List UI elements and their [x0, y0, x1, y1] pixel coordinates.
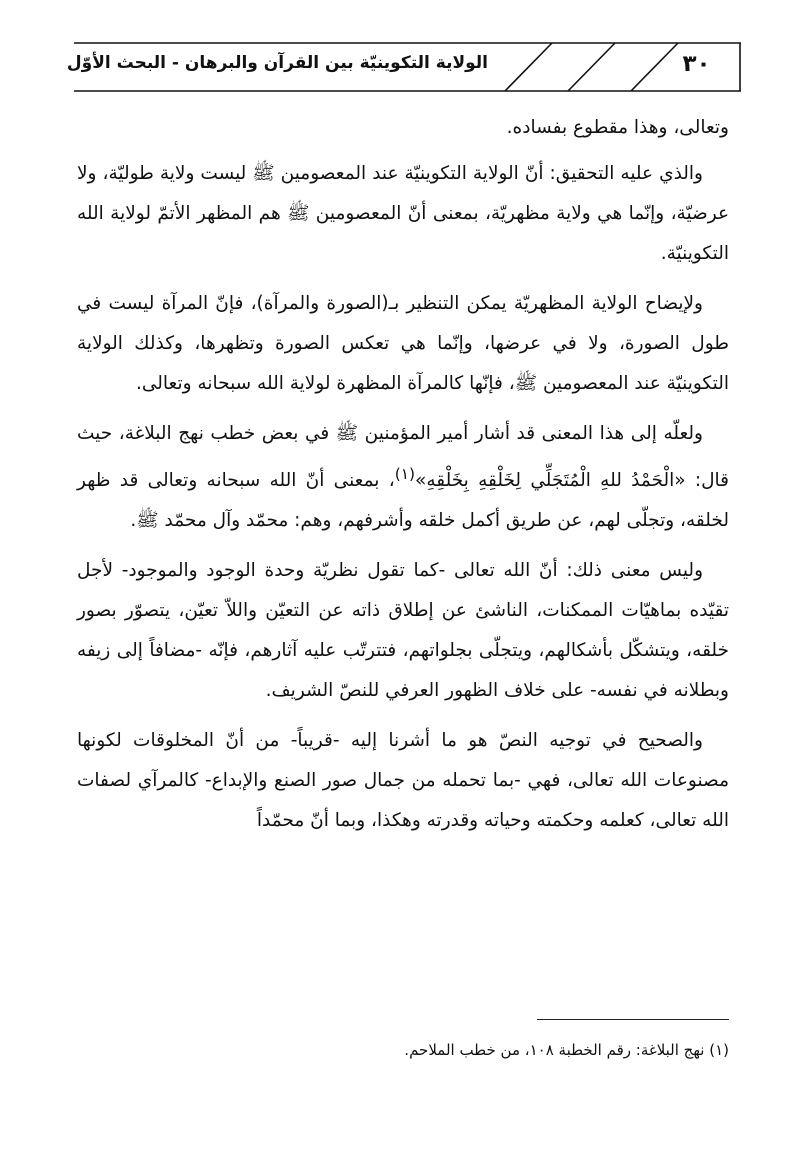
paragraph: ولإيضاح الولاية المظهريّة يمكن التنظير بـ(الصورة والمرآة)، فإنّ المرآة ليست في طول الصورة، ولا في عرضها، وإنّما هي تعكس الصورة وتظهرها، وكذلك الولاية التكوينيّة عند المعصومين ﷺ، فإنّها كالمرآة المظهرة لولاية الله سبحانه وتعالى.: [77, 293, 729, 394]
paragraph: والصحيح في توجيه النصّ هو ما أشرنا إليه -قريباً- من أنّ المخلوقات لكونها مصنوعات الله تعالى، فهي -بما تحمله من جمال صور الصنع والإبداع- كالمرآي لصفات الله تعالى، كعلمه وحكمته وحياته وقدرته وهكذا، وبما أنّ محمّداً: [77, 730, 729, 832]
paragraph: وليس معنى ذلك: أنّ الله تعالى -كما تقول نظريّة وحدة الوجود والموجود- لأجل تقيّده بماهيّات الممكنات، الناشئ عن إطلاق ذاته عن التعيّن واللاّ تعيّن، يتصوّر بصور خلقه، ويتشكّل بأشكالهم، ويتجلّى بجلواتهم، فتترتّب عليه آثارهم، فإنّه -مضافاً إلى زيفه وبطلانه في نفسه- على خلاف الظهور العرفي للنصّ الشريف.: [77, 560, 729, 702]
body-text: [77, 108, 729, 851]
paragraph-continuation: وتعالى، وهذا مقطوع بفساده.: [506, 117, 729, 138]
running-header: [66, 40, 741, 94]
footnote: (١) نهج البلاغة: رقم الخطبة ١٠٨، من خطب الملاحم.: [404, 1041, 729, 1059]
paragraph-text: ولعلّه إلى هذا المعنى قد أشار أمير المؤمنين ﷺ في بعض خطب نهج البلاغة، حيث قال: «الْحَمْدُ للهِ الْمُتَجَلِّي لِخَلْقِهِ بِخَلْقِهِ»: [77, 423, 729, 492]
footnote-separator: [537, 1019, 729, 1020]
running-title: الولاية التكوينيّة بين القرآن والبرهان - البحث الأوّل: [66, 53, 488, 73]
footnote-reference: (١): [394, 465, 415, 483]
paragraph: والذي عليه التحقيق: أنّ الولاية التكوينيّة عند المعصومين ﷺ ليست ولاية طوليّة، ولا عرضيّة، وإنّما هي ولاية مظهريّة، بمعنى أنّ المعصومين ﷺ هم المظهر الأتمّ لولاية الله التكوينيّة.: [77, 163, 729, 264]
paragraph: [77, 414, 729, 541]
page-number: ٣٠: [682, 51, 711, 77]
paragraph-text: ، بمعنى أنّ الله سبحانه وتعالى قد ظهر لخلقه، وتجلّى لهم، عن طريق أكمل خلقه وأشرفهم، وهم: محمّد وآل محمّد ﷺ.: [77, 470, 729, 532]
